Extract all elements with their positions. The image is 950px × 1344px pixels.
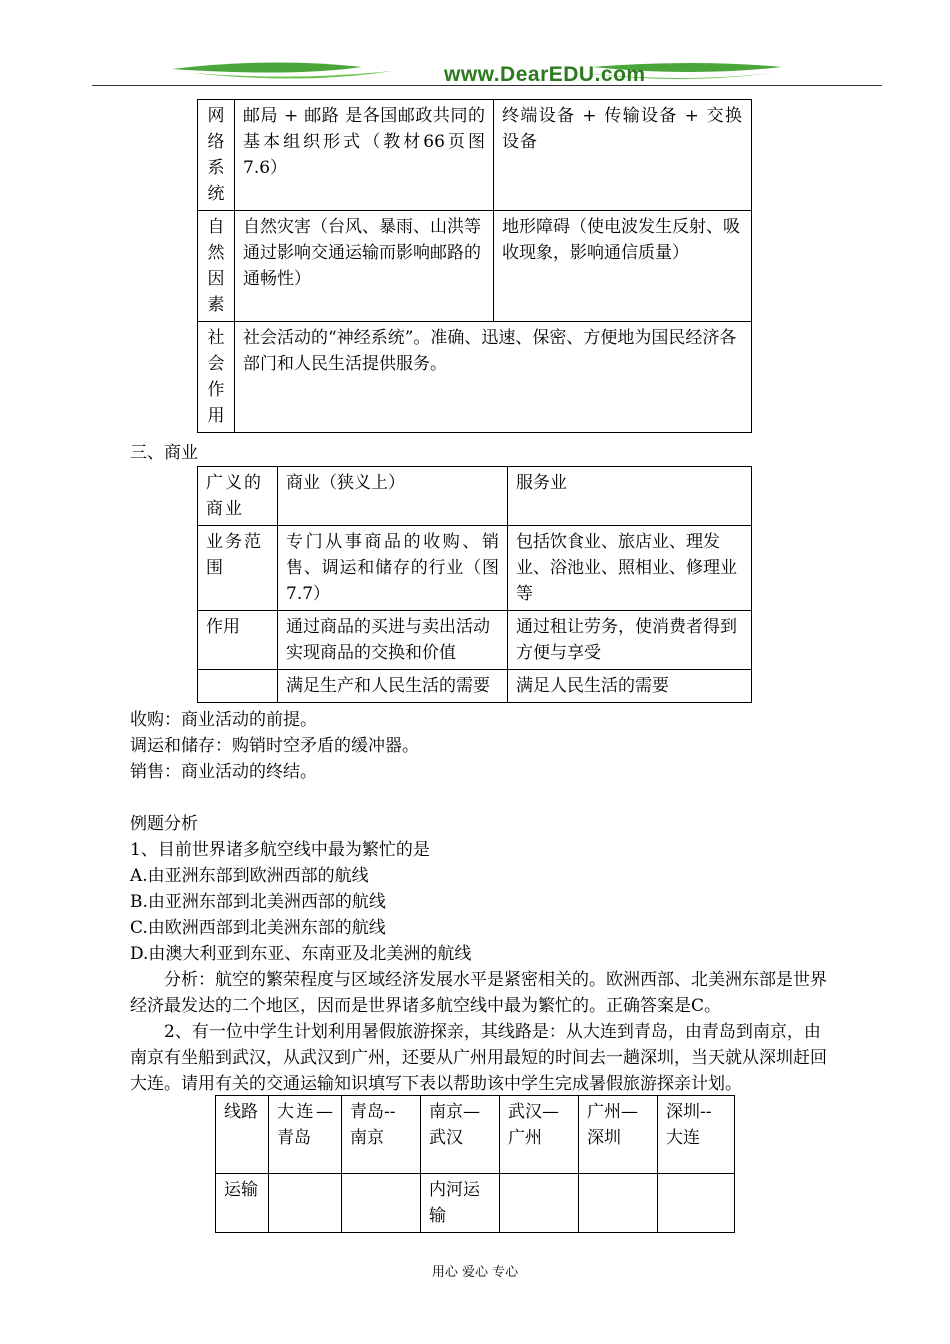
note-line: 调运和储存：购销时空矛盾的缓冲器。 (130, 736, 419, 756)
table-row (198, 611, 752, 670)
page-header (92, 55, 882, 95)
table-cell: 广义的商业 (198, 467, 278, 526)
question-1: 1、目前世界诸多航空线中最为繁忙的是 (130, 840, 430, 860)
row-label: 社会作用 (198, 322, 235, 433)
table-cell: 满足人民生活的需要 (508, 670, 752, 703)
table-cell (342, 1174, 421, 1233)
row-label: 自然因素 (198, 211, 235, 322)
table-cell: 邮局 + 邮路 是各国邮政共同的基本组织形式（教材66页图7.6） (235, 100, 494, 211)
option-a: A.由亚洲东部到欧洲西部的航线 (130, 866, 369, 886)
table-row (198, 100, 752, 211)
table-cell: 作用 (198, 611, 278, 670)
table-cell: 社会活动的“神经系统”。准确、迅速、保密、方便地为国民经济各部门和人民生活提供服务。 (235, 322, 752, 433)
analysis-text: 分析：航空的繁荣程度与区域经济发展水平是紧密相关的。欧洲西部、北美洲东部是世界经济最发达的二个地区，因而是世界诸多航空线中最为繁忙的。正确答案是C。 (130, 970, 827, 1016)
table-cell: 青岛--南京 (342, 1096, 421, 1174)
table-cell (269, 1174, 342, 1233)
table-row (198, 467, 752, 526)
table-cell: 运输 (216, 1174, 269, 1233)
table-row (198, 670, 752, 703)
table-cell: 自然灾害（台风、暴雨、山洪等通过影响交通运输而影响邮路的通畅性） (235, 211, 494, 322)
table-cell: 线路 (216, 1096, 269, 1174)
example-heading: 例题分析 (130, 814, 198, 834)
route-table (215, 1095, 735, 1233)
row-label: 网络系统 (198, 100, 235, 211)
table-cell: 大连—青岛 (269, 1096, 342, 1174)
option-d: D.由澳大利亚到东亚、东南亚及北美洲的航线 (130, 944, 472, 964)
table-cell: 武汉—广州 (500, 1096, 579, 1174)
table-cell: 商业（狭义上） (278, 467, 508, 526)
table-cell: 满足生产和人民生活的需要 (278, 670, 508, 703)
header-divider (92, 85, 882, 86)
table-row (198, 322, 752, 433)
table-cell: 包括饮食业、旅店业、理发业、浴池业、照相业、修理业等 (508, 526, 752, 611)
postal-table (197, 99, 752, 433)
table-cell: 业务范围 (198, 526, 278, 611)
table-cell: 通过商品的买进与卖出活动实现商品的交换和价值 (278, 611, 508, 670)
section-title: 三、商业 (130, 443, 198, 463)
table-cell (198, 670, 278, 703)
note-line: 销售：商业活动的终结。 (130, 762, 317, 782)
table-cell: 内河运输 (421, 1174, 500, 1233)
table-cell: 终端设备 + 传输设备 + 交换设备 (494, 100, 752, 211)
commerce-table (197, 466, 752, 703)
note-line: 收购：商业活动的前提。 (130, 710, 317, 730)
option-b: B.由亚洲东部到北美洲西部的航线 (130, 892, 386, 912)
option-c: C.由欧洲西部到北美洲东部的航线 (130, 918, 386, 938)
table-cell: 地形障碍（使电波发生反射、吸收现象，影响通信质量） (494, 211, 752, 322)
table-row (216, 1096, 735, 1174)
question-2: 2、有一位中学生计划利用暑假旅游探亲，其线路是：从大连到青岛，由青岛到南京，由南京有坐船到武汉，从武汉到广州，还要从广州用最短的时间去一趟深圳，当天就从深圳赶回大连。请用有关的交通运输知识填写下表以帮助该中学生完成暑假旅游探亲计划。 (130, 1022, 827, 1094)
table-row (198, 526, 752, 611)
table-cell: 深圳--大连 (658, 1096, 735, 1174)
page-footer: 用心 爱心 专心 (431, 1265, 519, 1280)
table-cell: 通过租让劳务，使消费者得到方便与享受 (508, 611, 752, 670)
table-cell (658, 1174, 735, 1233)
table-cell: 专门从事商品的收购、销售、调运和储存的行业（图7.7） (278, 526, 508, 611)
table-cell (579, 1174, 658, 1233)
table-row (216, 1174, 735, 1233)
table-cell: 服务业 (508, 467, 752, 526)
table-cell: 南京—武汉 (421, 1096, 500, 1174)
table-cell: 广州—深圳 (579, 1096, 658, 1174)
table-cell (500, 1174, 579, 1233)
site-logo[interactable]: www.DearEDU.com (444, 63, 646, 86)
table-row (198, 211, 752, 322)
